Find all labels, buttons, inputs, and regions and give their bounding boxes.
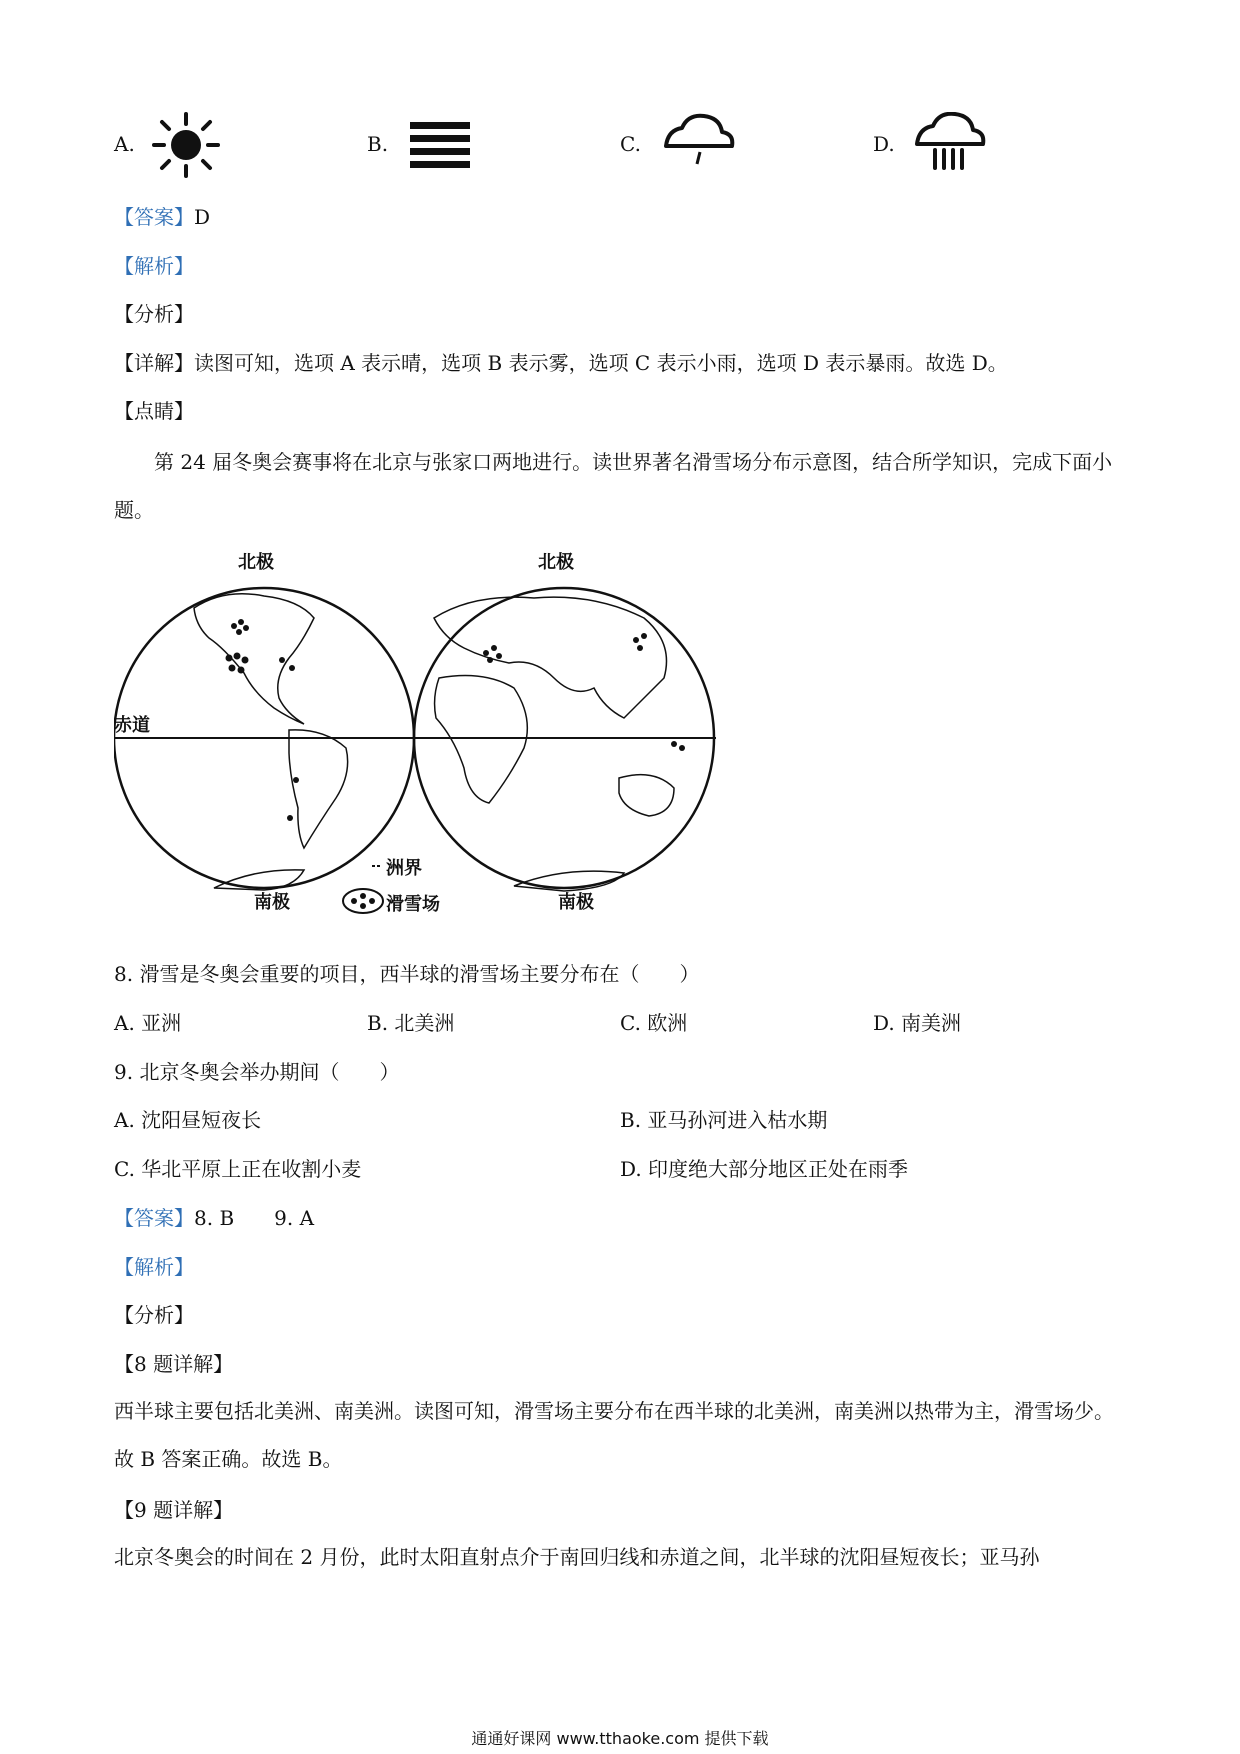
q9-option-c: C. 华北平原上正在收割小麦 <box>114 1157 362 1181</box>
answer2-tag: 【答案】 <box>114 1206 194 1230</box>
legend-ski-label: 滑雪场 <box>386 894 440 915</box>
q8-option-c: C. 欧洲 <box>620 1011 688 1035</box>
answer2-line <box>114 1205 314 1231</box>
q8-option-a: A. 亚洲 <box>114 1011 182 1035</box>
legend-boundary-label: 洲界 <box>386 858 422 879</box>
q9-option-a: A. 沈阳昼短夜长 <box>114 1108 262 1132</box>
equator-label: 赤道 <box>114 715 150 736</box>
south-pole-label-right: 南极 <box>558 892 594 913</box>
rainstorm-icon <box>913 112 987 178</box>
option-d-label: D. <box>873 132 895 156</box>
detail-line <box>114 350 1008 376</box>
sun-icon <box>150 112 222 182</box>
q8-option-b: B. 北美洲 <box>367 1011 455 1035</box>
q9-detail-text: 北京冬奥会的时间在 2 月份，此时太阳直射点介于南回归线和赤道之间，北半球的沈阳昼短夜长；亚马孙 <box>114 1545 1040 1569</box>
option-b-label: B. <box>367 132 389 156</box>
q9-option-d: D. 印度绝大部分地区正处在雨季 <box>620 1157 909 1181</box>
option-a-label: A. <box>114 132 135 156</box>
page-footer: 通通好课网 www.tthaoke.com 提供下载 <box>471 1729 769 1748</box>
answer-line <box>114 204 210 230</box>
detail-tag: 【详解】 <box>114 351 194 375</box>
q8-option-d: D. 南美洲 <box>873 1011 962 1035</box>
fenxi-tag: 【分析】 <box>114 302 194 326</box>
q9-option-b: B. 亚马孙河进入枯水期 <box>620 1108 828 1132</box>
dianjing-tag: 【点睛】 <box>114 399 194 423</box>
option-c-label: C. <box>620 132 641 156</box>
jiexi-tag: 【解析】 <box>114 254 194 278</box>
fog-icon <box>408 120 472 176</box>
intro-paragraph: 第 24 届冬奥会赛事将在北京与张家口两地进行。读世界著名滑雪场分布示意图，结合所学知识，完成下面小题。 <box>114 450 1113 522</box>
answer-9: 9. A <box>274 1206 315 1230</box>
jiexi2-tag: 【解析】 <box>114 1255 194 1279</box>
light-rain-icon <box>662 112 736 174</box>
answer-tag: 【答案】 <box>114 205 194 229</box>
detail-text: 读图可知，选项 A 表示晴，选项 B 表示雾，选项 C 表示小雨，选项 D 表示暴雨。故选 D。 <box>194 351 1008 375</box>
fenxi2-tag: 【分析】 <box>114 1303 194 1327</box>
north-pole-label-right: 北极 <box>538 552 574 573</box>
answer-value: D <box>194 205 211 229</box>
q9-stem: 9. 北京冬奥会举办期间（ ） <box>114 1060 400 1084</box>
q9-detail-tag: 【9 题详解】 <box>114 1498 234 1522</box>
q8-stem: 8. 滑雪是冬奥会重要的项目，西半球的滑雪场主要分布在（ ） <box>114 962 700 986</box>
world-ski-map <box>114 548 724 928</box>
answer-8: 8. B <box>194 1206 235 1230</box>
south-pole-label-left: 南极 <box>254 892 290 913</box>
q8-detail-text: 西半球主要包括北美洲、南美洲。读图可知，滑雪场主要分布在西半球的北美洲，南美洲以热带为主，滑雪场少。故 B 答案正确。故选 B。 <box>114 1399 1114 1471</box>
north-pole-label-left: 北极 <box>238 552 274 573</box>
q8-detail-tag: 【8 题详解】 <box>114 1352 234 1376</box>
